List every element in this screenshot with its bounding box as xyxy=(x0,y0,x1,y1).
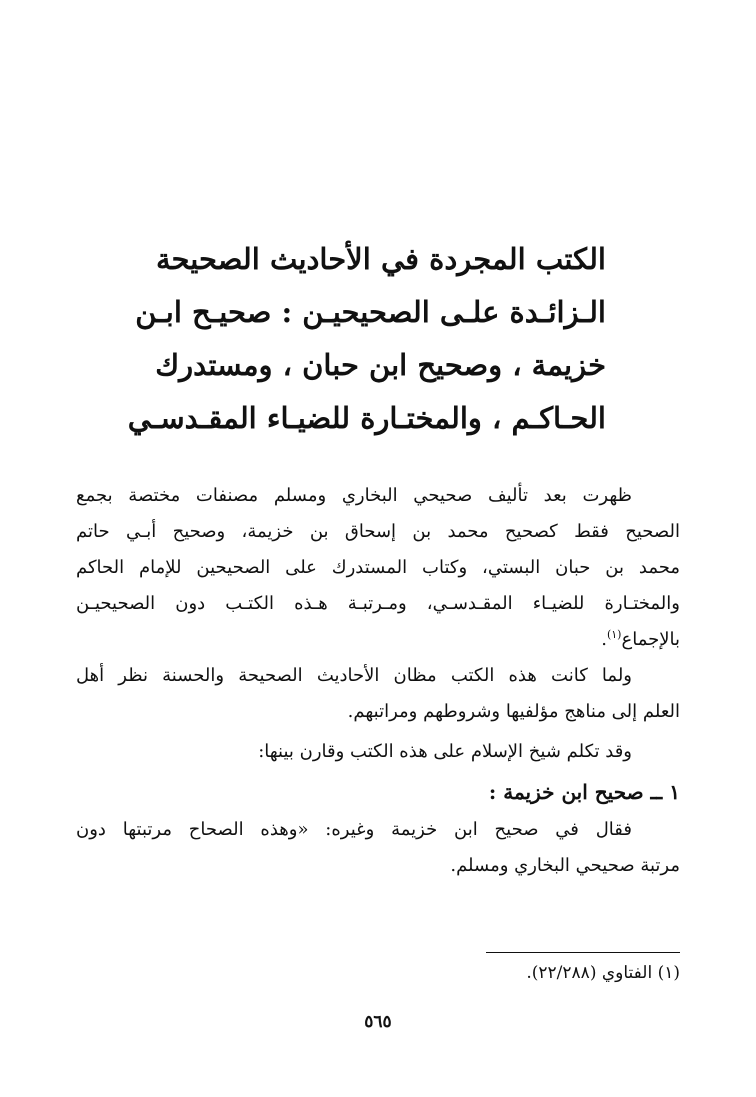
footnote: (١) الفتاوي (٢٢/٢٨٨). xyxy=(526,963,680,983)
chapter-heading xyxy=(127,233,606,445)
paragraph-line: والمختـارة للضيـاء المقـدسـي، ومـرتبـة هـذه الكتـب دون الصحيحيـن xyxy=(76,593,680,614)
paragraph-line: فقال في صحيح ابن خزيمة وغيره: «وهذه الصحاح مرتبتها دون xyxy=(76,819,632,840)
paragraph-line-last xyxy=(76,622,680,658)
paragraph-line: مرتبة صحيحي البخاري ومسلم. xyxy=(450,855,680,876)
paragraph-line: محمد بن حبان البستي، وكتاب المستدرك على الصحيحين للإمام الحاكم xyxy=(76,557,680,578)
paragraph-line: ظهرت بعد تأليف صحيحي البخاري ومسلم مصنفات مختصة بجمع xyxy=(76,485,632,506)
paragraph-line: العلم إلى مناهج مؤلفيها وشروطهم ومراتبهم. xyxy=(347,701,680,722)
heading-line: خزيمة ، وصحيح ابن حبان ، ومستدرك xyxy=(155,348,606,382)
paragraph-line: الصحيح فقط كصحيح محمد بن إسحاق بن خزيمة، وصحيح أبـي حاتم xyxy=(76,521,680,542)
paragraph-line: وقد تكلم شيخ الإسلام على هذه الكتب وقارن بينها: xyxy=(258,741,632,762)
heading-line: الحـاكـم ، والمختـارة للضيـاء المقـدسـي xyxy=(127,401,606,435)
paragraph-end: . xyxy=(601,629,607,650)
heading-line: الـزائـدة علـى الصحيحيـن : صحيـح ابـن xyxy=(135,295,606,329)
paragraph-text: بالإجماع xyxy=(621,629,680,650)
paragraph-line: ولما كانت هذه الكتب مظان الأحاديث الصحيحة والحسنة نظر أهل xyxy=(76,665,632,686)
section-heading: ١ ــ صحيح ابن خزيمة : xyxy=(488,780,680,804)
footnote-marker: (١) xyxy=(606,628,622,641)
page-number: ٥٦٥ xyxy=(364,1012,392,1032)
heading-line: الكتب المجردة في الأحاديث الصحيحة xyxy=(156,242,606,276)
footnote-separator xyxy=(486,952,680,953)
body-text xyxy=(76,478,680,884)
